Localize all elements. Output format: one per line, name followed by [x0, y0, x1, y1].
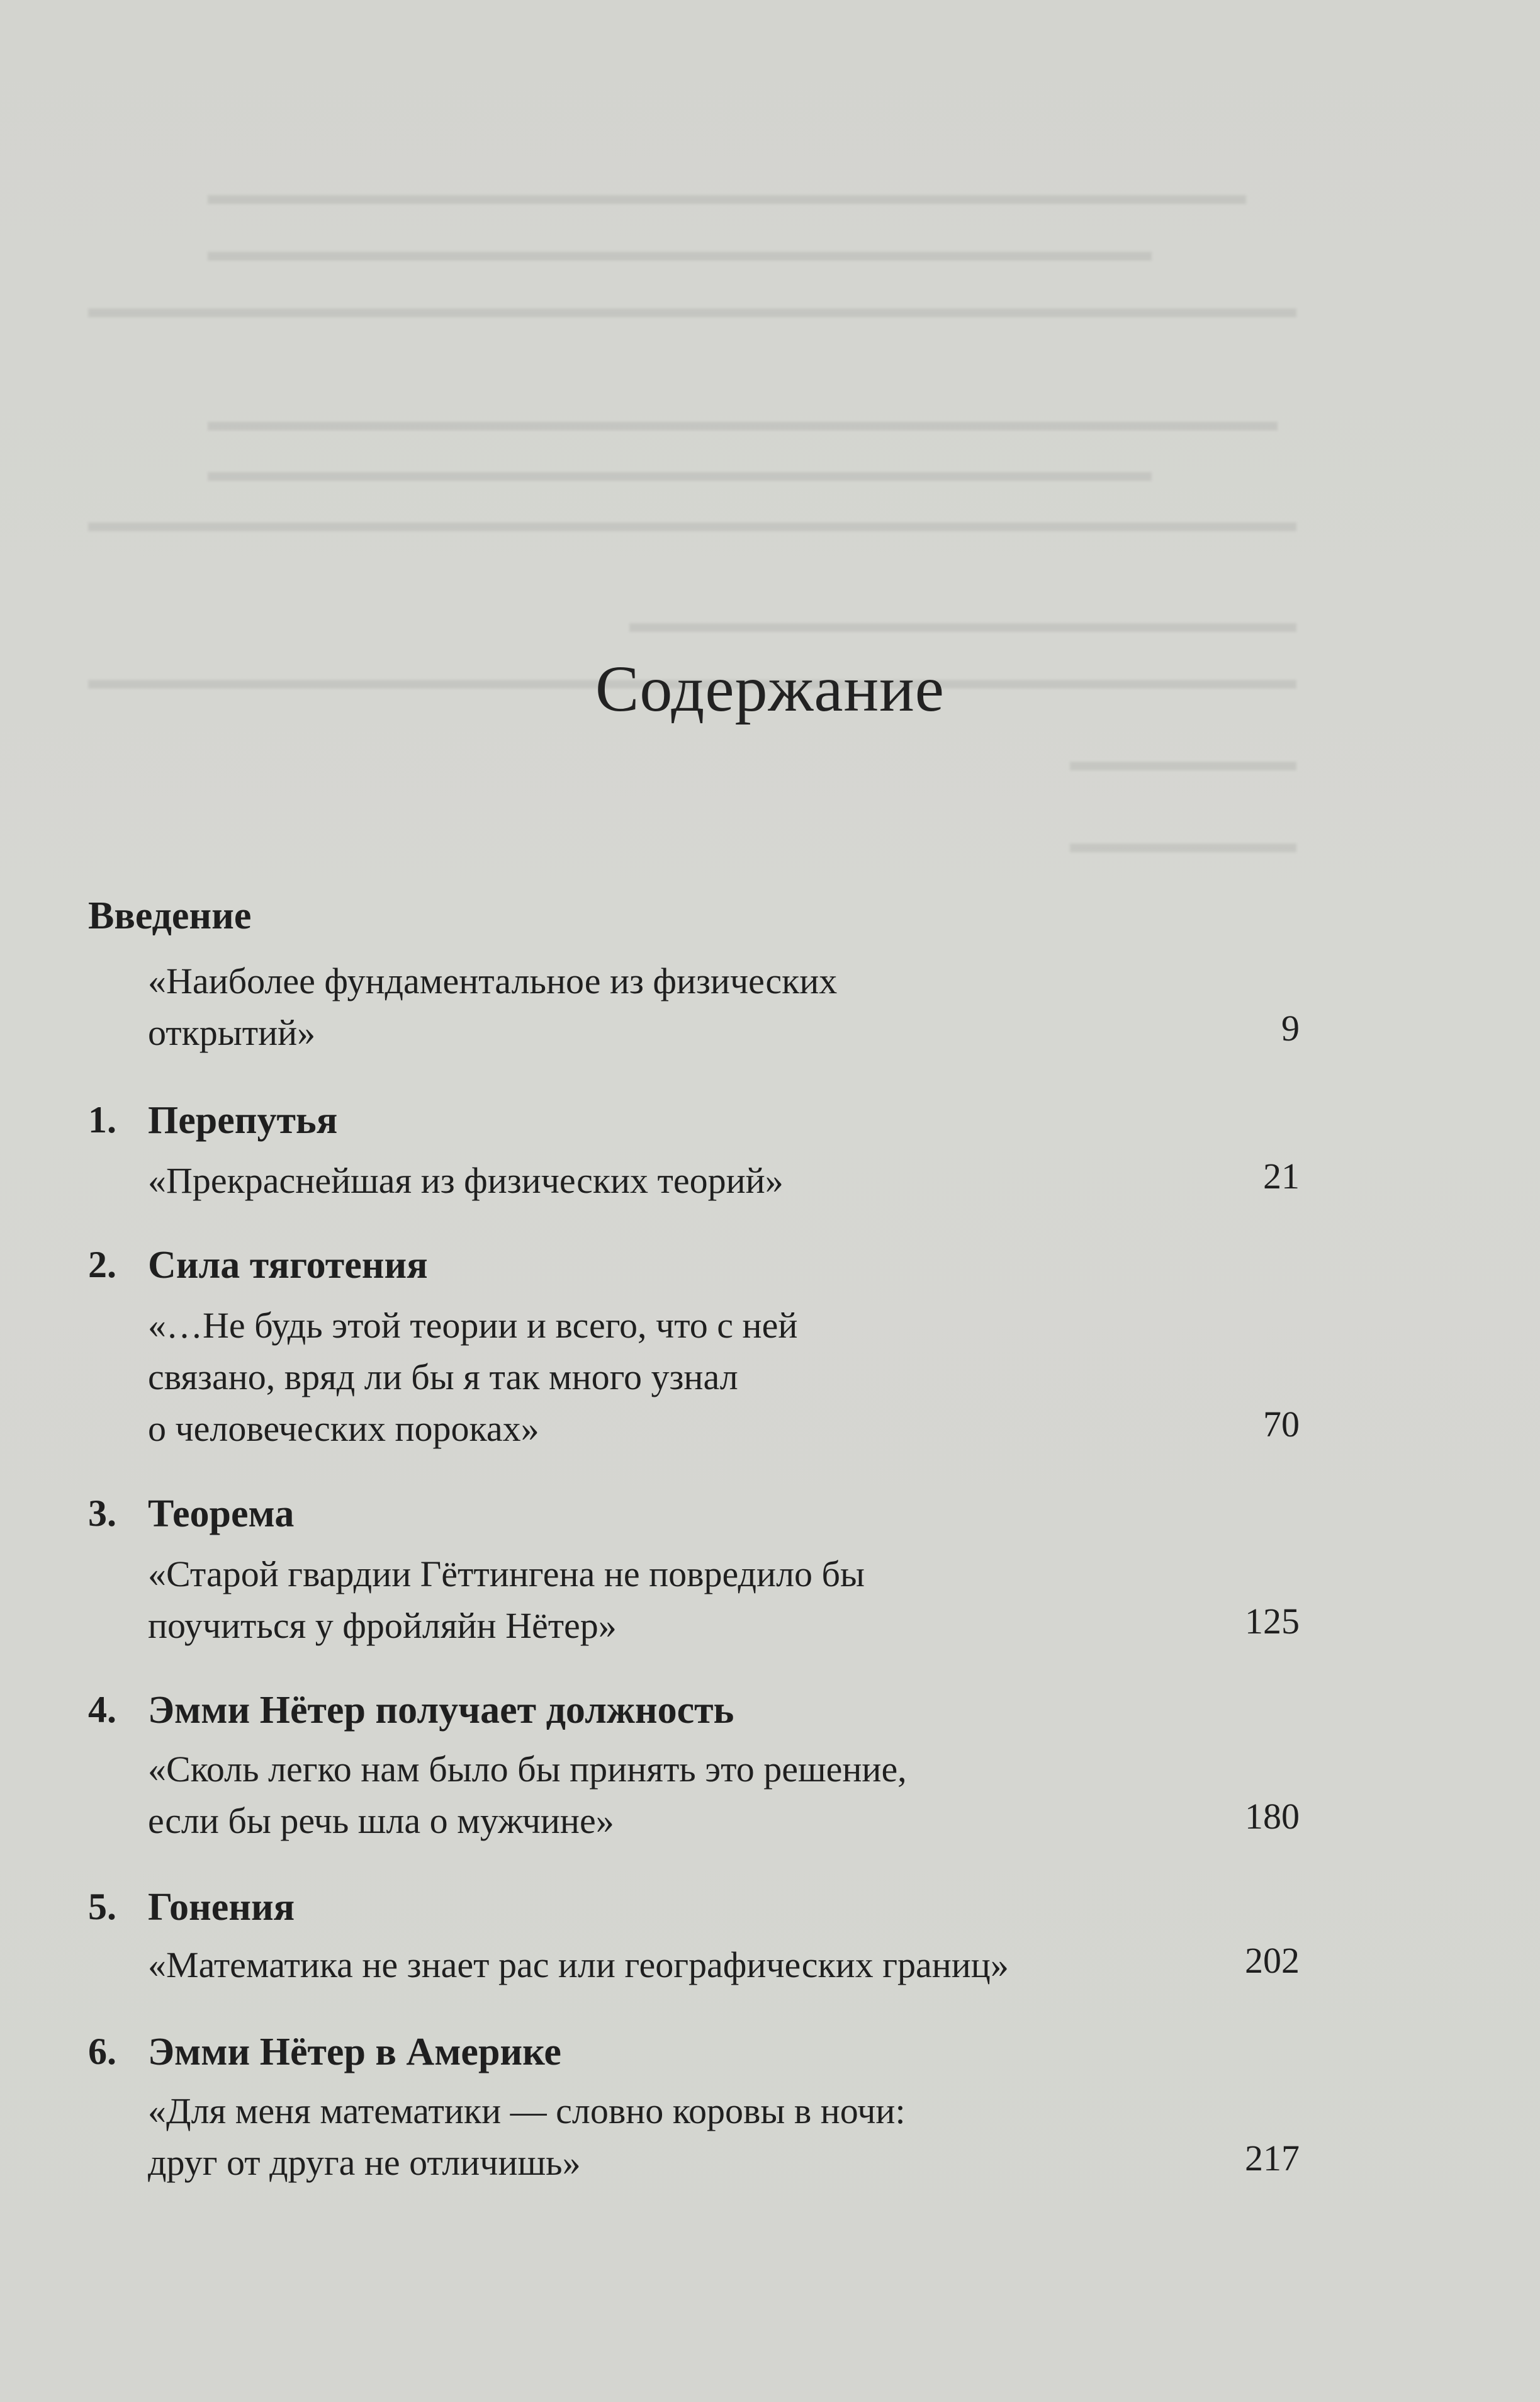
entry-quote — [148, 1155, 1211, 1207]
entry-page-number: 9 — [1281, 1008, 1300, 1049]
entry-page-number: 180 — [1245, 1796, 1300, 1837]
quote-line: «Прекраснейшая из физических теорий» — [148, 1160, 784, 1201]
chapter-number: 5. — [88, 1886, 116, 1927]
quote-line: о человеческих пороках» — [148, 1408, 539, 1449]
entry-heading: Теорема — [148, 1492, 295, 1535]
chapter-number: 4. — [88, 1689, 116, 1730]
page-title: Содержание — [595, 653, 945, 725]
quote-line: открытий» — [148, 1012, 316, 1053]
chapter-number: 1. — [88, 1099, 116, 1141]
quote-line: если бы речь шла о мужчине» — [148, 1800, 614, 1841]
entry-page-number: 21 — [1263, 1156, 1300, 1197]
quote-line: «Наиболее фундаментальное из физических — [148, 961, 838, 1001]
entry-quote — [148, 956, 1211, 1059]
quote-line: «Сколь легко нам было бы принять это решение, — [148, 1749, 907, 1790]
entry-heading: Сила тяготения — [148, 1244, 428, 1287]
quote-line: «…Не будь этой теории и всего, что с ней — [148, 1305, 798, 1346]
entry-quote — [148, 2085, 1211, 2189]
chapter-number: 6. — [88, 2031, 116, 2072]
show-through-texture — [0, 0, 1540, 913]
entry-page-number: 125 — [1245, 1601, 1300, 1642]
entry-quote — [148, 1548, 1211, 1652]
entry-heading: Гонения — [148, 1886, 295, 1929]
entry-page-number: 217 — [1245, 2138, 1300, 2179]
quote-line: друг от друга не отличишь» — [148, 2142, 581, 2183]
entry-quote — [148, 1744, 1211, 1847]
chapter-number: 2. — [88, 1244, 116, 1285]
entry-quote — [148, 1300, 1211, 1455]
entry-heading: Эмми Нётер в Америке — [148, 2031, 561, 2073]
entry-page-number: 70 — [1263, 1404, 1300, 1445]
quote-line: связано, вряд ли бы я так много узнал — [148, 1356, 738, 1397]
entry-quote — [148, 1939, 1009, 1991]
entry-page-number: 202 — [1245, 1940, 1300, 1981]
quote-line: «Для меня математики — словно коровы в ночи: — [148, 2090, 906, 2131]
quote-line: «Старой гвардии Гёттингена не повредило бы — [148, 1553, 865, 1594]
entry-heading: Перепутья — [148, 1099, 338, 1142]
chapter-number: 3. — [88, 1492, 116, 1534]
entry-heading: Эмми Нётер получает должность — [148, 1689, 734, 1732]
entry-heading: Введение — [88, 894, 252, 937]
quote-line: «Математика не знает рас или географических границ» — [148, 1944, 1009, 1985]
quote-line: поучиться у фройляйн Нётер» — [148, 1605, 617, 1646]
